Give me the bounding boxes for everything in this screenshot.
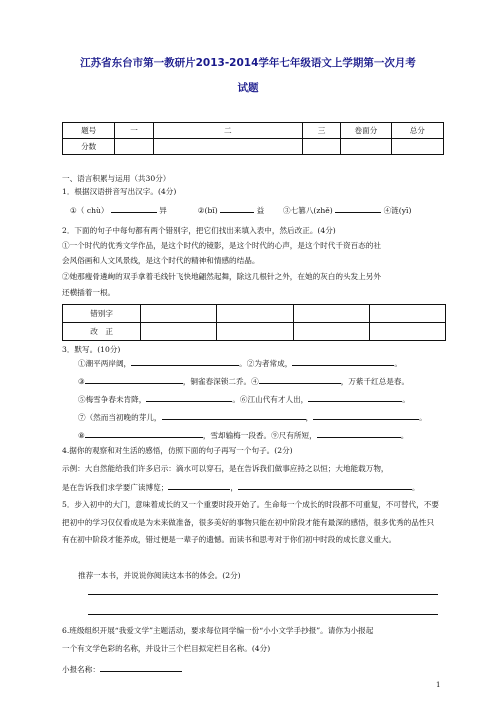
dictation-text: ，铜雀春深锁二乔。④	[182, 377, 259, 386]
score-table	[62, 122, 444, 155]
correction-cell[interactable]	[369, 323, 445, 341]
correction-row-label: 错别字	[63, 305, 141, 323]
example-line-1: 示例：大自然能给我们许多启示：滴水可以穿石，是在告诉我们做事应持之以恒；大地能载万物，	[62, 464, 389, 473]
document-title: 江苏省东台市第一教研片2013-2014学年七年级语文上学期第一次月考	[80, 57, 416, 69]
answer-blank[interactable]	[335, 204, 381, 213]
score-cell	[115, 139, 154, 155]
dictation-text: ⑤梅雪争春未肯降，	[78, 395, 147, 404]
score-header-cell: 一	[115, 123, 154, 139]
correction-cell[interactable]	[369, 305, 445, 323]
dictation-text: 。	[394, 359, 402, 368]
answer-blank[interactable]	[85, 429, 203, 438]
answer-blank[interactable]	[308, 393, 402, 402]
correction-cell[interactable]	[141, 305, 217, 323]
score-header-cell: 二	[153, 123, 302, 139]
dictation-line	[78, 357, 402, 369]
score-cell	[341, 139, 391, 155]
example-text: 。	[411, 483, 420, 492]
answer-line[interactable]	[88, 594, 438, 595]
correction-row-label: 改 正	[63, 323, 141, 341]
question-4-stem: 4.据你的观察和对生活的感悟，仿照下面的句子再写一个句子。(2分)	[62, 446, 293, 455]
answer-blank[interactable]	[259, 375, 341, 384]
dictation-text: 。	[419, 413, 427, 422]
correction-cell[interactable]	[217, 305, 293, 323]
sentence-1b: 会风俗画和人文风景线，是这个时代的精神和情感的结晶。	[62, 256, 260, 265]
question-3-stem: 3．默写。(10分)	[62, 345, 121, 354]
newspaper-name-field	[62, 663, 182, 675]
question-6-line-2: 一个有文学色彩的名称，并设计三个栏目拟定栏目名称。(4分)	[62, 644, 271, 653]
correction-cell[interactable]	[217, 323, 293, 341]
sentence-1a: ①一个时代的优秀文学作品，是这个时代的镜影，是这个时代的心声，是这个时代千资百态的社	[62, 241, 381, 250]
score-header-cell: 总分	[391, 123, 443, 139]
question-5-ask: 推荐一本书，并说说你阅读这本书的体会。(2分)	[78, 571, 241, 580]
score-header-cell: 三	[302, 123, 341, 139]
correction-cell[interactable]	[293, 323, 369, 341]
pinyin-d: ④涟(yī)	[383, 206, 412, 215]
answer-blank[interactable]	[238, 481, 412, 490]
question-5-paragraph: 5．步入初中的大门，意味着成长的又一个重要时段开始了。生命每一个成长的时段都不可重复，不可替代，不要把初中的学习仅仅看成是为未来做准备，很多美好的事物只能在初中阶段才能有最深的感悟，很多优秀的品性只有在初中阶段才能养成，错过便是一辈子的遗憾。而读书和思考对于你们初中时段的成长意义重大。	[62, 500, 439, 544]
answer-blank[interactable]	[162, 411, 306, 420]
answer-blank[interactable]	[313, 411, 419, 420]
newspaper-name-label: 小报名称：	[62, 665, 100, 674]
dictation-text: ①潮平两岸阔，	[78, 359, 132, 368]
dictation-line	[78, 375, 409, 387]
dictation-text: ③	[78, 377, 85, 386]
answer-blank[interactable]	[292, 357, 394, 366]
dictation-text: ⑧	[78, 431, 85, 440]
correction-cell[interactable]	[293, 305, 369, 323]
question-1-items	[70, 204, 411, 216]
dictation-text: 。	[402, 395, 410, 404]
pinyin-a-tail: 异	[159, 206, 167, 215]
answer-blank[interactable]	[168, 481, 230, 490]
correction-cell[interactable]	[141, 323, 217, 341]
page-number: 1	[436, 681, 441, 689]
answer-blank[interactable]	[220, 204, 254, 213]
sentence-2b: 还横插着一根。	[62, 288, 116, 297]
dictation-line	[78, 429, 408, 441]
dictation-text: 。	[400, 431, 409, 440]
example-text: ，	[230, 483, 238, 492]
score-header-cell: 卷面分	[341, 123, 391, 139]
pinyin-b: ②(bǐ)	[197, 206, 218, 215]
question-2-stem: 2．下面的句子中每句都有两个错别字，把它们找出来填入表中，然后改正。(4分)	[62, 226, 336, 235]
answer-blank[interactable]	[100, 663, 182, 672]
score-header-cell: 题号	[63, 123, 115, 139]
correction-table	[62, 304, 446, 341]
dictation-text: ，	[305, 413, 314, 422]
score-cell	[391, 139, 443, 155]
example-text: 是在告诉我们求学要广读博览；	[62, 483, 169, 492]
answer-blank[interactable]	[146, 393, 232, 402]
pinyin-b-tail: 益	[256, 206, 265, 215]
dictation-line	[78, 411, 427, 423]
dictation-text: ，万紫千红总是春。	[340, 377, 410, 386]
question-6-line-1: 6.班级组织开展“我爱文学”主题活动，要求每位同学编一份“小小文学手抄报”。请你为小报起	[62, 626, 374, 635]
example-line-2	[62, 481, 420, 493]
answer-blank[interactable]	[131, 357, 239, 366]
dictation-text: 。⑥江山代有才人出，	[232, 395, 309, 404]
score-cell	[153, 139, 302, 155]
dictation-text: ⑦（然而当初晚的芽儿，	[78, 413, 162, 422]
question-1-stem: 1．根据汉语拼音写出汉字。(4分)	[62, 187, 177, 196]
pinyin-c: ③七篡八(zhě)	[283, 206, 333, 215]
document-title-line2: 试题	[237, 82, 259, 94]
answer-blank[interactable]	[317, 429, 401, 438]
section-heading: 一、语言积累与运用（共30分）	[62, 174, 171, 183]
answer-blank[interactable]	[85, 375, 183, 384]
dictation-text: 。②为者常成，	[239, 359, 293, 368]
score-row-label: 分数	[63, 139, 115, 155]
sentence-2a: ②她那瘦骨遴峋的双手拿着毛线针飞快地翩然起舞，除这几根针之外，在她的灰白的头发上另外	[62, 272, 381, 281]
pinyin-a: ①（ chù）	[70, 206, 109, 215]
answer-blank[interactable]	[111, 204, 157, 213]
score-cell	[302, 139, 341, 155]
dictation-line	[78, 393, 410, 405]
dictation-text: ，雪却输梅一段香。⑨尺有所短，	[202, 431, 317, 440]
answer-line[interactable]	[88, 614, 438, 615]
